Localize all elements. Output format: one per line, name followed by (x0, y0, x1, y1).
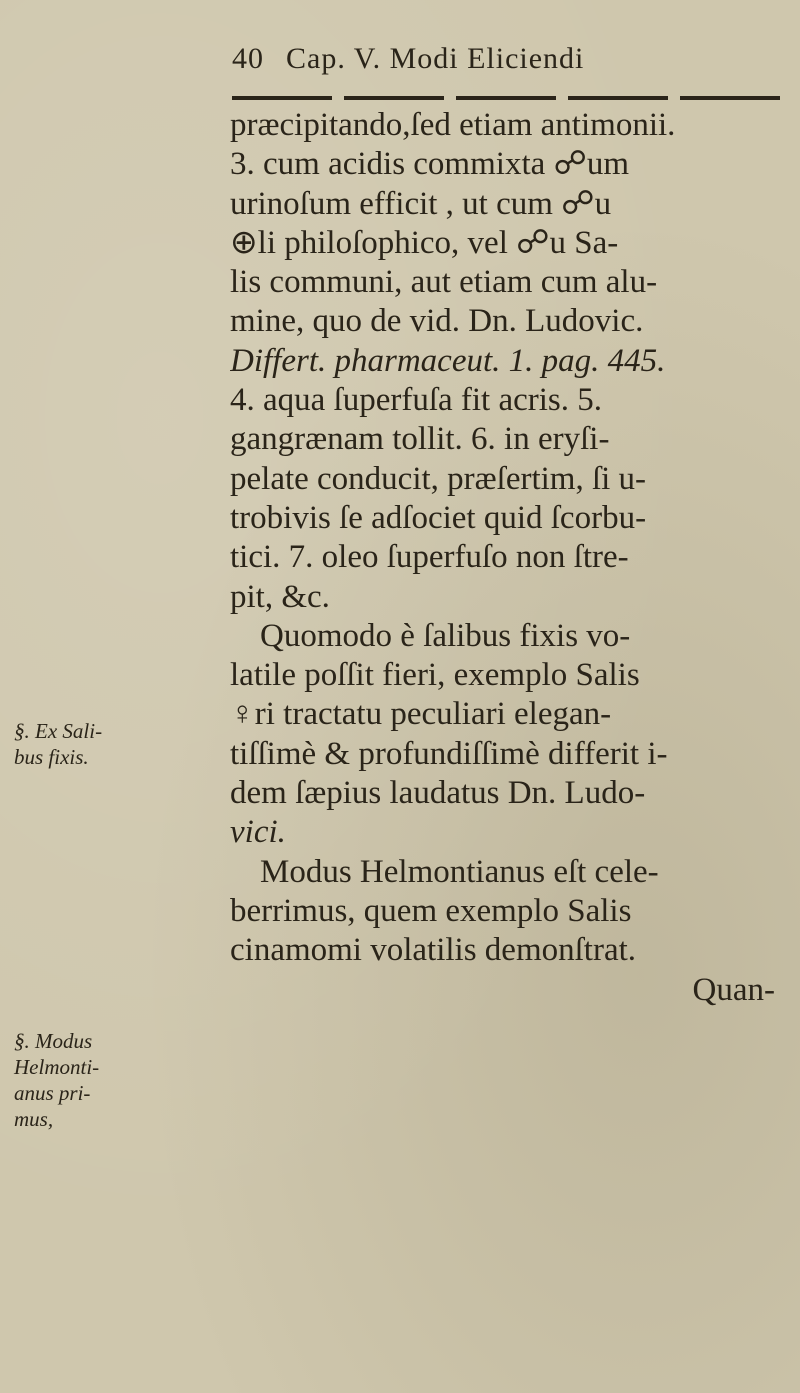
margin-note-modus-helmontianus (14, 1028, 224, 1132)
text-line: vici. (230, 814, 286, 851)
margin-note-line: bus fixis. (14, 745, 89, 769)
margin-note-line: §. Ex Sali- (14, 719, 103, 743)
text-line: urinoſum efficit , ut cum ☍u (230, 185, 612, 222)
text-line: 4. aqua ſuperfuſa fit acris. 5. (230, 382, 603, 419)
text-line: præcipitando,ſed etiam antimonii. (230, 107, 676, 143)
running-header (232, 42, 792, 76)
text-line: dem ſæpius laudatus Dn. Ludo- (230, 775, 646, 812)
text-line: Modus Helmontianus eſt cele- (260, 853, 659, 890)
text-line: mine, quo de vid. Dn. Ludovic. (230, 303, 644, 340)
text-line: lis communi, aut etiam cum alu- (230, 264, 658, 301)
catchword: Quan- (692, 971, 775, 1008)
text-line: latile poſſit fieri, exemplo Salis (230, 657, 640, 694)
text-line: gangrænam tollit. 6. in eryſi- (230, 421, 610, 458)
text-line: Quomodo è ſalibus fixis vo- (260, 617, 631, 654)
text-line: tici. 7. oleo ſuperfuſo non ſtre- (230, 539, 629, 576)
running-title: Cap. V. Modi Eliciendi (286, 42, 585, 75)
main-text-block (230, 106, 795, 1010)
margin-note-line: anus pri- (14, 1081, 91, 1105)
header-rule (232, 96, 780, 100)
margin-note-ex-salibus (14, 718, 224, 770)
margin-note-line: mus, (14, 1107, 54, 1131)
text-line: Differt. pharmaceut. 1. pag. 445. (230, 342, 666, 379)
text-line: 3. cum acidis commixta ☍um (230, 146, 630, 183)
text-line: pit, &c. (230, 578, 330, 615)
text-line: ♀ri tractatu peculiari elegan- (230, 696, 612, 733)
text-line: trobivis ſe adſociet quid ſcorbu- (230, 499, 647, 536)
margin-note-line: §. Modus (14, 1029, 93, 1053)
margin-note-line: Helmonti- (14, 1055, 100, 1079)
text-line: pelate conducit, præſertim, ſi u- (230, 460, 647, 497)
page-number: 40 (232, 42, 264, 75)
text-line: ⊕li philoſophico, vel ☍u Sa- (230, 224, 619, 261)
text-line: tiſſimè & profundiſſimè differit i- (230, 735, 668, 772)
text-line: berrimus, quem exemplo Salis (230, 892, 632, 929)
text-line: cinamomi volatilis demonſtrat. (230, 932, 637, 969)
